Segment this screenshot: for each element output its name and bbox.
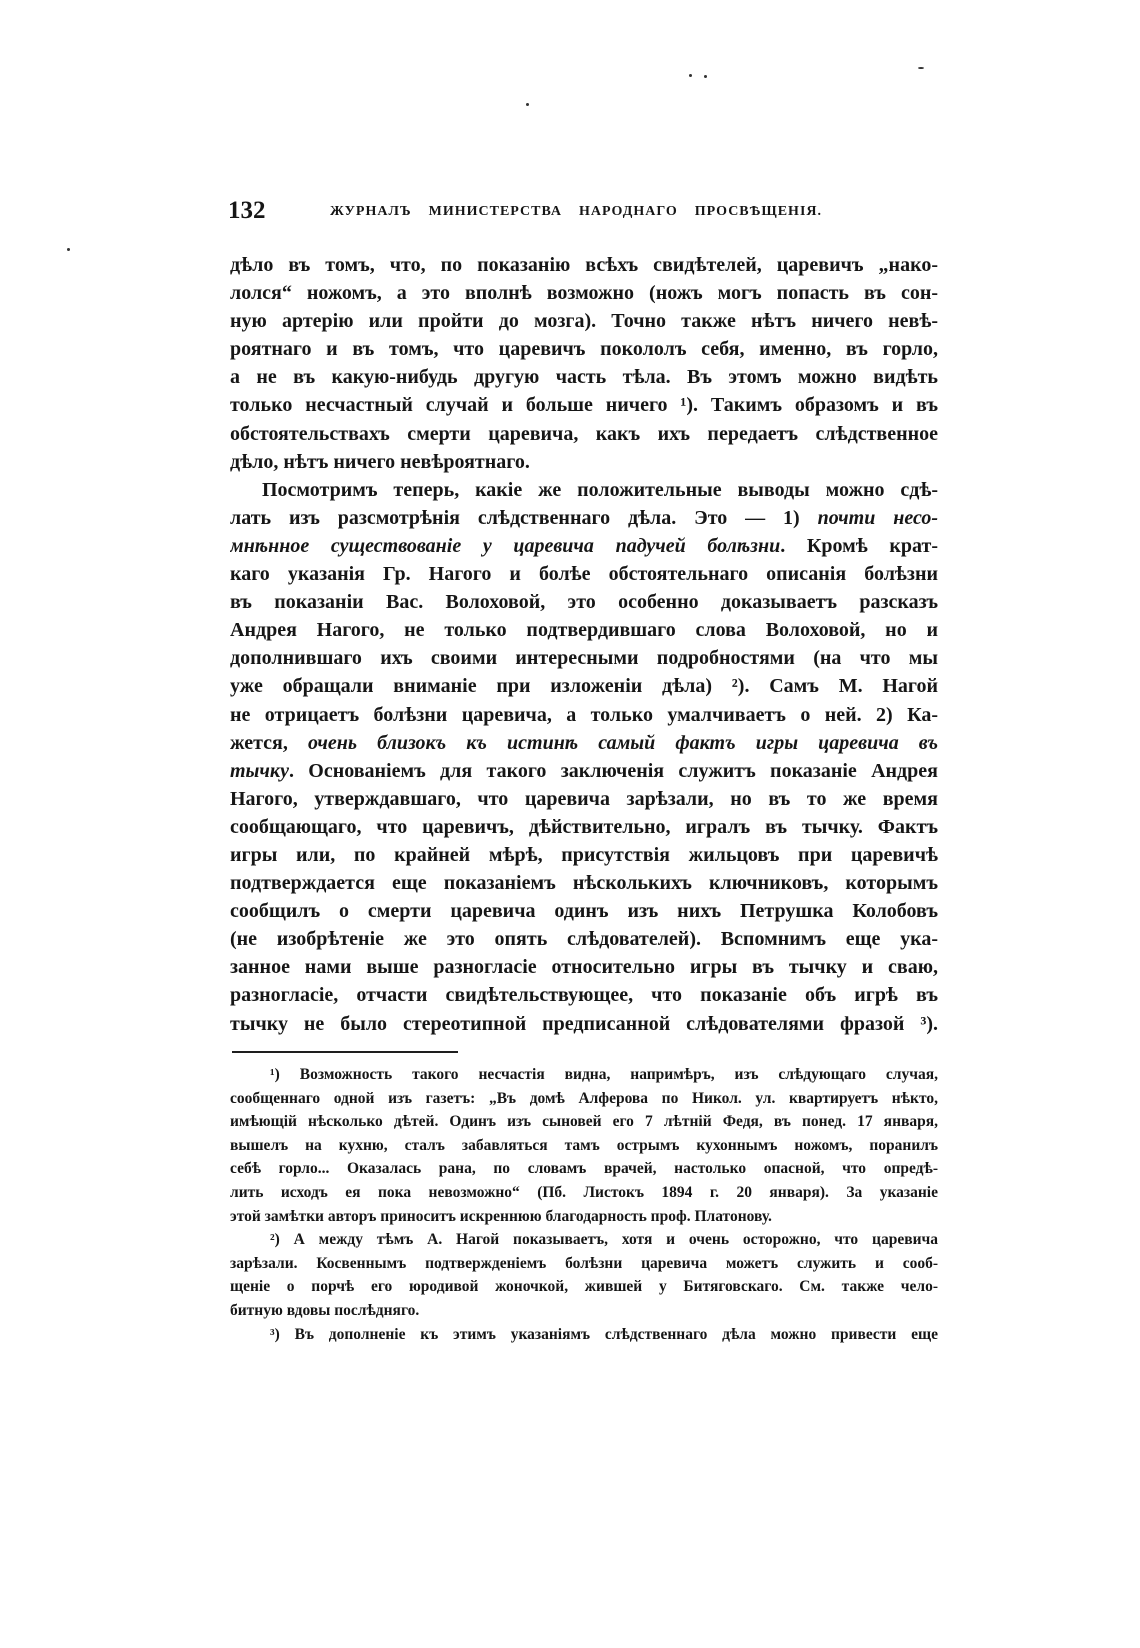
body-line: ную артерію или пройти до мозга). Точно также нѣтъ ничего невѣ- [230,310,938,333]
footnote-line: сообщеннаго одной изъ газетъ: „Въ домѣ Алферова по Никол. ул. квартируетъ нѣкто, [230,1089,938,1107]
footnote-line: ¹) Возможность такого несчастія видна, напримѣръ, изъ слѣдующаго случая, [270,1066,938,1083]
footnote-line: битную вдовы послѣдняго. [230,1301,420,1319]
body-line [230,532,938,560]
body-line: лолся“ ножомъ, а это вполнѣ возможно (ножъ могъ попасть въ сон- [230,282,938,305]
footnote-line: ²) А между тѣмъ А. Нагой показываетъ, хотя и очень осторожно, что царевича [270,1231,938,1249]
footnote-line: этой замѣтки авторъ приноситъ искреннюю благодарность проф. Платонову. [230,1207,772,1225]
body-line [230,1010,938,1038]
footnote-line: щеніе о порчѣ его юродивой жоночкой, жившей у Битяговскаго. См. также чело- [230,1278,938,1296]
text-run: сообщающаго, что царевичъ, дѣйствительно, игралъ въ тычку. Фактъ [230,815,938,838]
text-run: уже обращали вниманіе при изложеніи дѣла) ²). Самъ М. Нагой [230,675,938,698]
body-line [230,785,938,813]
body-line: только несчастный случай и больше ничего ¹). Такимъ образомъ и въ [230,394,938,417]
footnote-line: вышелъ на кухню, сталъ забавляться тамъ острымъ кухоннымъ ножомъ, поранилъ [230,1136,938,1154]
body-line: а не въ какую-нибудь другую часть тѣла. Въ этомъ можно видѣть [230,366,938,389]
footnote-line: ³) Въ дополненіе къ этимъ указаніямъ слѣдственнаго дѣла можно привести еще [270,1325,938,1343]
body-line [230,757,938,785]
text-run: лать изъ разсмотрѣнія слѣдственнаго дѣла. Это — 1) [230,506,818,529]
body-line: дѣло, нѣтъ ничего невѣроятнаго. [230,450,530,473]
text-run: Нагого, утверждавшаго, что царевича зарѣзали, но въ то же время [230,787,938,810]
scan-speck [526,103,529,106]
body-line [230,729,938,757]
body-line: роятнаго и въ томъ, что царевичъ покололъ себя, именно, въ горло, [230,338,938,361]
text-run: занное нами выше разногласіе относительно игры въ тычку и сваю, [230,956,938,979]
body-line [230,813,938,841]
text-run: сообщилъ о смерти царевича одинъ изъ нихъ Петрушка Колобовъ [230,900,938,923]
body-line [230,616,938,644]
body-line [230,672,938,700]
text-run: дополнившаго ихъ своими интересными подробностями (на что мы [230,647,938,670]
body-line [230,644,938,672]
text-run: тычку не было стереотипной предписанной слѣдователями фразой ³). [230,1012,938,1035]
body-line [230,981,938,1009]
body-line [230,701,938,729]
scan-speck [67,248,70,251]
body-line [230,925,938,953]
text-run: подтверждается еще показаніемъ нѣсколькихъ ключниковъ, которымъ [230,872,938,895]
body-line [230,953,938,981]
italic-run: очень близокъ къ истинѣ самый фактъ игры царевича въ [307,731,938,754]
italic-run: тычку [230,759,289,782]
page-number: 132 [228,197,266,224]
text-run: не отрицаетъ болѣзни царевича, а только умалчиваетъ о ней. 2) Ка- [230,703,938,726]
running-title: ЖУРНАЛЪ МИНИСТЕРСТВА НАРОДНАГО ПРОСВѢЩЕНІЯ. [330,204,822,219]
footnote-line: лить исходъ ея пока невозможно“ (Пб. Листокъ 1894 г. 20 января). За указаніе [230,1183,938,1201]
body-line [230,869,938,897]
body-line [230,560,938,588]
text-run: каго указанія Гр. Нагого и болѣе обстоятельнаго описанія болѣзни [230,563,938,586]
body-line: дѣло въ томъ, что, по показанію всѣхъ свидѣтелей, царевичъ „нако- [230,254,938,276]
text-run: игры или, по крайней мѣрѣ, присутствія жильцовъ при царевичѣ [230,843,938,866]
footnote-line: себѣ горло... Оказалась рана, по словамъ врачей, настолько опасной, что опредѣ- [230,1160,938,1178]
text-run: . Кромѣ крат- [780,534,938,557]
footnote-line: зарѣзали. Косвеннымъ подтвержденіемъ болѣзни царевича можетъ служить и сооб- [230,1254,938,1272]
body-line [230,504,938,532]
footnotes [230,1063,938,1346]
body-line [230,897,938,925]
body-line [230,841,938,869]
body-line [230,588,938,616]
text-run: . Основаніемъ для такого заключенія служитъ показаніе Андрея [288,759,938,782]
scan-speck [689,74,692,77]
body-text [230,251,938,1038]
footnote-line: имѣющій нѣсколько дѣтей. Одинъ изъ сыновей его 7 лѣтній Федя, въ понед. 17 января, [230,1113,938,1131]
body-line: обстоятельствахъ смерти царевича, какъ ихъ передаетъ слѣдственное [230,422,938,445]
text-run: разногласіе, отчасти свидѣтельствующее, что показаніе объ игрѣ въ [230,984,938,1007]
scan-speck [918,67,924,69]
text-run: въ показаніи Вас. Волоховой, это особенно доказываетъ разсказъ [230,591,938,614]
italic-run: почти несо- [817,506,938,529]
footnote-rule [232,1051,458,1053]
text-run: жется, [230,731,308,754]
scan-speck [704,75,707,78]
body-line [230,476,938,504]
text-run: (не изобрѣтеніе же это опять слѣдователей). Вспомнимъ еще ука- [230,928,938,951]
text-run: Андрея Нагого, не только подтвердившаго слова Волоховой, но и [230,619,938,642]
italic-run: мнѣнное существованіе у царевича падучей болѣзни [230,534,781,557]
text-run: Посмотримъ теперь, какіе же положительные выводы можно сдѣ- [262,478,938,501]
